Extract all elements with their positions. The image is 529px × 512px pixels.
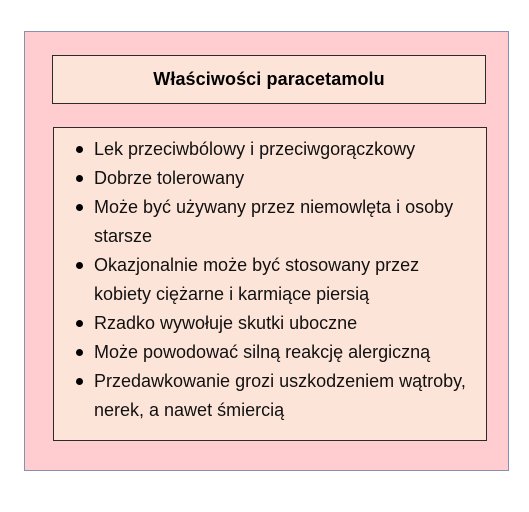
list-item: [74, 164, 474, 193]
list-item: [74, 338, 474, 367]
bullet-icon: [76, 262, 83, 269]
bullet-icon: [76, 378, 83, 385]
list-item: [74, 251, 474, 309]
list-item-text: Okazjonalnie może być stosowany przez kobiety ciężarne i karmiące piersią: [94, 255, 420, 304]
properties-list: [54, 128, 486, 425]
bullet-icon: [76, 204, 83, 211]
list-item: [74, 367, 474, 425]
list-item-text: Dobrze tolerowany: [94, 168, 245, 188]
list-item: [74, 309, 474, 338]
bullet-icon: [76, 175, 83, 182]
list-item: [74, 135, 474, 164]
properties-list-box: [53, 127, 487, 441]
list-item-text: Może powodować silną reakcję alergiczną: [94, 342, 431, 362]
bullet-icon: [76, 349, 83, 356]
diagram-title: Właściwości paracetamolu: [153, 69, 385, 89]
list-item: [74, 193, 474, 251]
list-item-text: Przedawkowanie grozi uszkodzeniem wątroby, nerek, a nawet śmiercią: [94, 371, 466, 420]
list-item-text: Może być używany przez niemowlęta i osoby starsze: [94, 197, 454, 246]
bullet-icon: [76, 320, 83, 327]
bullet-icon: [76, 146, 83, 153]
title-box: [52, 55, 486, 104]
list-item-text: Lek przeciwbólowy i przeciwgorączkowy: [94, 139, 416, 159]
list-item-text: Rzadko wywołuje skutki uboczne: [94, 313, 358, 333]
